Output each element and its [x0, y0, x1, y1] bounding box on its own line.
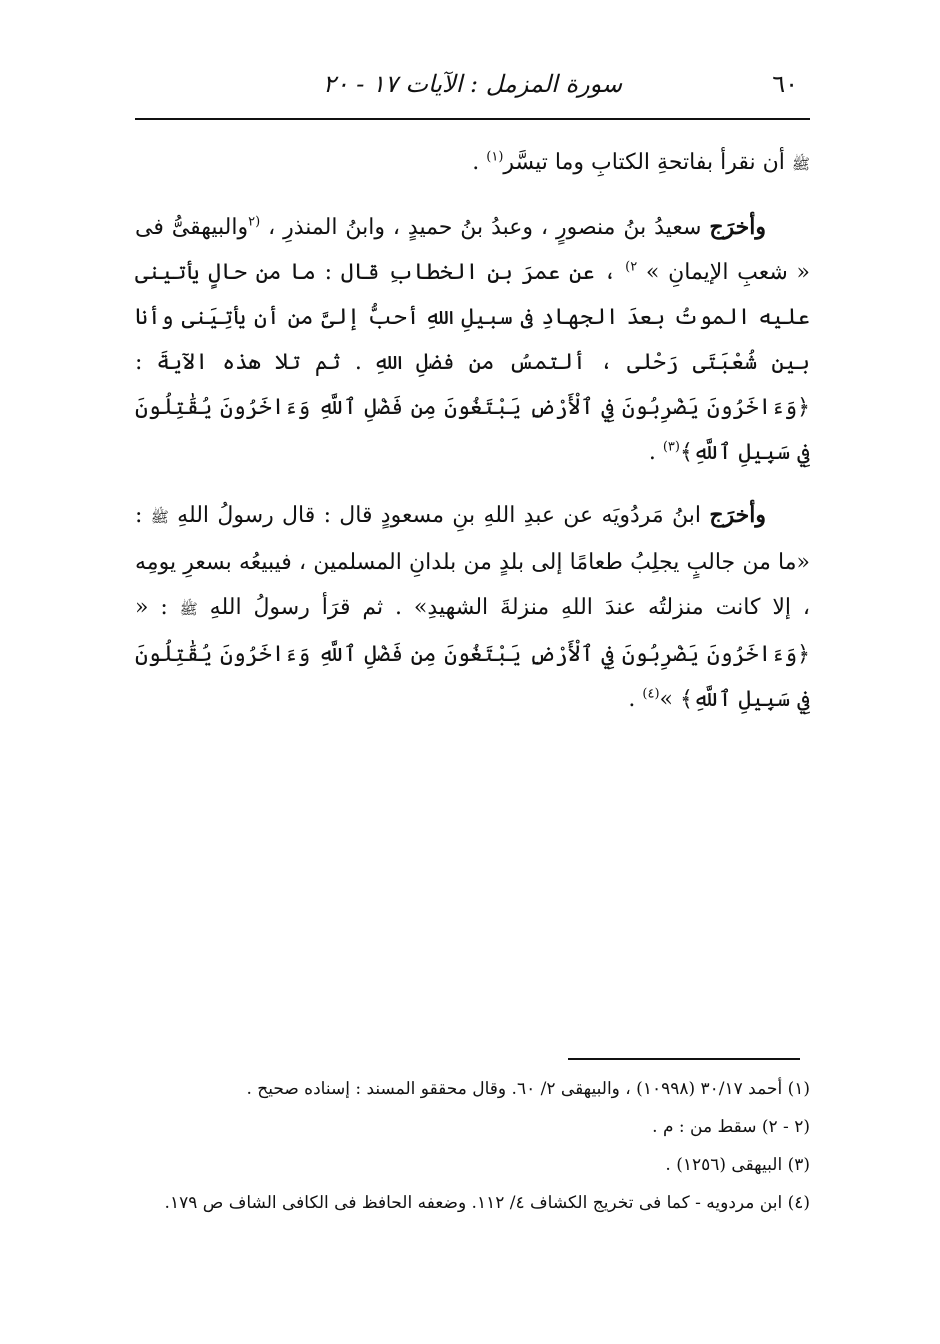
header-rule — [135, 118, 810, 120]
paragraph-text: والبيهقىُّ فى « شعبِ الإيمانِ » — [135, 215, 810, 285]
footnotes — [120, 1070, 810, 1222]
page-number: ٦٠ — [772, 70, 798, 98]
paragraph-3 — [135, 493, 810, 722]
paragraph-1 — [135, 140, 810, 187]
honorific-symbol: ﷺ — [179, 600, 198, 618]
paragraph-end: . — [628, 687, 643, 712]
footnote-4: (٤) ابن مردويه - كما فى تخريج الكشاف ٤/ ١١٢. وضعفه الحافظ فى الكافى الشاف ص ١٧٩. — [164, 1193, 810, 1213]
main-text — [135, 140, 810, 740]
paragraph-text: سعيدُ بنُ منصورٍ ، وعبدُ بنُ حميدٍ ، وابنُ المنذرِ ، — [260, 215, 710, 240]
paragraph-text: : «ما من جالبٍ يجلِبُ طعامًا إلى بلدٍ من بلدانِ المسلمين ، فيبيعُه بسعرِ يومِه ، إلا كانت منزلتُه عندَ اللهِ منزلةَ الشهيدِ» . ثم قرَأ رسولُ اللهِ — [135, 503, 811, 620]
footnote-3: (٣) البيهقى (١٢٥٦) . — [665, 1155, 810, 1175]
paragraph-end: . — [648, 440, 663, 465]
footnote-1: (١) أحمد ٣٠/١٧ (١٠٩٩٨) ، والبيهقى ٢/ ٦٠. وقال محققو المسند : إسناده صحيح . — [246, 1079, 810, 1099]
lead-word: وأخرَج — [709, 214, 766, 240]
honorific-symbol: ﷺ — [791, 155, 810, 173]
paragraph-text: ابنُ مَردُويَه عن عبدِ اللهِ بنِ مسعودٍ قال : قال رسولُ اللهِ — [168, 503, 710, 528]
footnote-ref-1: (١) — [486, 149, 504, 165]
footnote-rule — [568, 1058, 800, 1060]
footnote-ref-3: (٣) — [662, 439, 680, 455]
lead-word: وأخرَج — [709, 502, 766, 528]
honorific-symbol: ﷺ — [150, 508, 169, 526]
paragraph-text: : « ﴿وَءَاخَرُونَ يَضْرِبُونَ فِي ٱلْأَرْضِ يَبْتَغُونَ مِن فَضْلِ ٱللَّهِ وَءَاخَرُونَ يُقَٰتِلُونَ فِي سَبِيلِ ٱللَّهِ﴾ » — [135, 595, 810, 712]
paragraph-end: . — [472, 150, 487, 175]
paragraph-2 — [135, 205, 810, 475]
running-title: سورة المزمل : الآيات ١٧ - ٢٠ — [322, 70, 623, 98]
footnote-2: (٢ - ٢) سقط من : م . — [652, 1117, 810, 1137]
footnote-ref-4: (٤) — [642, 686, 660, 702]
footnote-ref-2-close: ٢) — [625, 259, 638, 275]
paragraph-text: أن نقرأ بفاتحةِ الكتابِ وما تيسَّر — [503, 150, 792, 175]
page-header — [135, 62, 810, 114]
paragraph-text: ، عن عمرَ بنِ الخطابِ قال : ما من حالٍ يأتينى عليه الموتُ بعدَ الجهادِ فى سبيلِ اللهِ أحبُّ إلىَّ من أن يأتِيَنى وأنا بين شُعْبَتَى رَحْلى ، ألتمسُ من فضلِ اللهِ . ثم تلا هذه الآيةَ : ﴿وَءَاخَرُونَ يَضْرِبُونَ فِي ٱلْأَرْضِ يَبْتَغُونَ مِن فَضْلِ ٱللَّهِ وَءَاخَرُونَ يُقَٰتِلُونَ فِي سَبِيلِ ٱللَّهِ﴾ — [135, 260, 810, 465]
footnote-ref-2-open: (٢ — [248, 214, 261, 230]
